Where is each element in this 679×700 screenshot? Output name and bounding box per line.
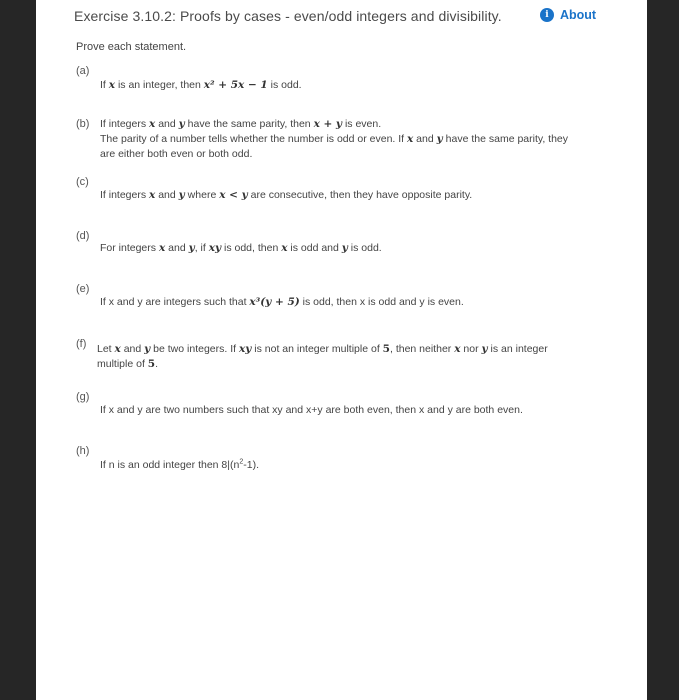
- item-b-text: If integers x and y have the same parity, then x + y is even.: [100, 118, 382, 130]
- about-button[interactable]: [540, 8, 596, 22]
- item-g-label: (g): [76, 391, 90, 403]
- item-h-text: If n is an odd integer then $8|(n^2-1)$.: [100, 458, 259, 471]
- right-frame-edge: [647, 0, 679, 700]
- item-a-label: (a): [76, 65, 90, 77]
- item-e-label: (e): [76, 283, 90, 295]
- item-d-text: For integers x and y, if xy is odd, then x is odd and y is odd.: [100, 242, 382, 254]
- item-f-text: Let x and y be two integers. If xy is not an integer multiple of 5, then neither x nor y is an integer: [97, 343, 548, 355]
- about-label: About: [560, 8, 597, 22]
- item-b-note: The parity of a number tells whether the number is odd or even. If x and y have the same parity, they: [100, 133, 569, 145]
- item-c-label: (c): [76, 176, 89, 188]
- item-f-text-line2: multiple of 5.: [97, 358, 159, 370]
- intro-text: Prove each statement.: [76, 41, 187, 53]
- item-b-note-line2: are either both even or both odd.: [100, 148, 253, 160]
- item-f-label: (f): [76, 338, 87, 350]
- item-g-text: If x and y are two numbers such that xy and x+y are both even, then x and y are both even.: [100, 404, 523, 416]
- left-frame-edge: [0, 0, 36, 700]
- info-icon: i: [540, 8, 554, 22]
- item-d-label: (d): [76, 230, 90, 242]
- item-b-label: (b): [76, 118, 90, 130]
- page-title: Exercise 3.10.2: Proofs by cases - even/odd integers and divisibility.: [74, 8, 502, 24]
- exercise-page: [36, 0, 647, 700]
- item-c-text: If integers x and y where x < y are consecutive, then they have opposite parity.: [100, 189, 473, 201]
- item-a-text: If x is an integer, then x² + 5x − 1 is odd.: [100, 79, 302, 91]
- item-h-label: (h): [76, 445, 90, 457]
- item-e-text: If x and y are integers such that x³(y + 5) is odd, then x is odd and y is even.: [100, 296, 464, 308]
